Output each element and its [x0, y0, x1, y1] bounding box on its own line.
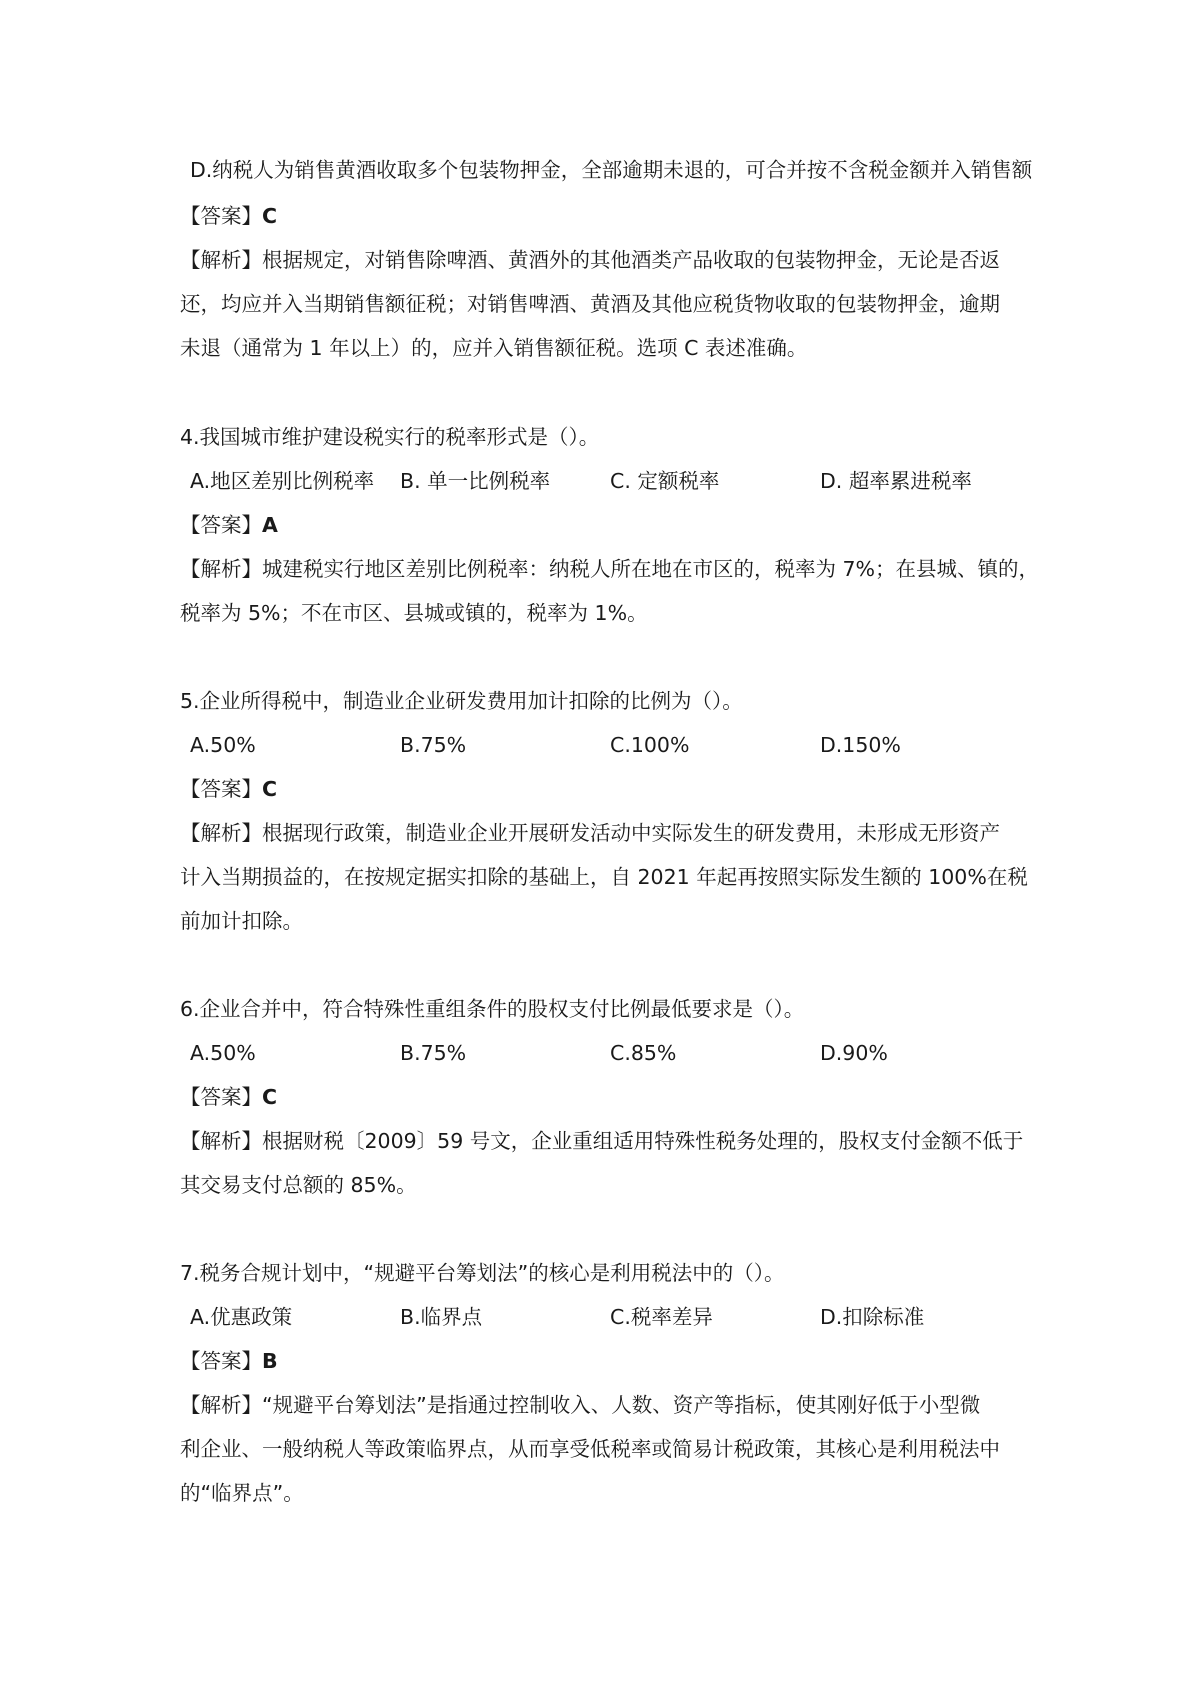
answer-value: B	[262, 1349, 278, 1373]
q4-answer	[180, 515, 278, 536]
q6-stem: 6.企业合并中，符合特殊性重组条件的股权支付比例最低要求是（）。	[180, 997, 805, 1021]
q5-analysis-line-1: 【解析】根据现行政策，制造业企业开展研发活动中实际发生的研发费用，未形成无形资产	[180, 821, 1000, 845]
q6-analysis-line-2: 其交易支付总额的 85%。	[180, 1173, 417, 1197]
q5-analysis-line-3: 前加计扣除。	[180, 909, 303, 933]
q6-option-d: D.90%	[820, 1041, 888, 1065]
answer-value: C	[262, 204, 278, 228]
q4-option-c: C. 定额税率	[610, 469, 720, 493]
q5-stem: 5.企业所得税中，制造业企业研发费用加计扣除的比例为（）。	[180, 689, 743, 713]
q7-answer	[180, 1351, 278, 1372]
q7-analysis-line-3: 的“临界点”。	[180, 1481, 304, 1505]
q4-option-b: B. 单一比例税率	[400, 469, 551, 493]
q6-option-c: C.85%	[610, 1041, 677, 1065]
q7-option-a: A.优惠政策	[190, 1305, 293, 1329]
q4-stem: 4.我国城市维护建设税实行的税率形式是（）。	[180, 425, 600, 449]
answer-label: 【答案】	[180, 1085, 262, 1109]
q7-option-c: C.税率差异	[610, 1305, 713, 1329]
q5-option-a: A.50%	[190, 733, 256, 757]
q6-analysis-line-1: 【解析】根据财税〔2009〕59 号文，企业重组适用特殊性税务处理的，股权支付金额不低于	[180, 1129, 1024, 1153]
answer-label: 【答案】	[180, 513, 262, 537]
q5-option-d: D.150%	[820, 733, 901, 757]
q3-analysis-line-1: 【解析】根据规定，对销售除啤酒、黄酒外的其他酒类产品收取的包装物押金，无论是否返	[180, 248, 1000, 272]
answer-label: 【答案】	[180, 777, 262, 801]
q5-analysis-line-2: 计入当期损益的，在按规定据实扣除的基础上，自 2021 年起再按照实际发生额的 100%在税	[180, 865, 1028, 889]
q3-answer	[180, 206, 277, 227]
answer-label: 【答案】	[180, 204, 262, 228]
answer-value: A	[262, 513, 278, 537]
answer-value: C	[262, 777, 278, 801]
q4-option-d: D. 超率累进税率	[820, 469, 972, 493]
q3-analysis-line-2: 还，均应并入当期销售额征税；对销售啤酒、黄酒及其他应税货物收取的包装物押金，逾期	[180, 292, 1000, 316]
q3-option-d: D.纳税人为销售黄酒收取多个包装物押金，全部逾期未退的，可合并按不含税金额并入销售额	[190, 158, 1033, 182]
q5-answer	[180, 779, 277, 800]
answer-value: C	[262, 1085, 278, 1109]
q7-option-b: B.临界点	[400, 1305, 483, 1329]
q4-option-a: A.地区差别比例税率	[190, 469, 375, 493]
q6-option-b: B.75%	[400, 1041, 467, 1065]
q4-analysis-line-1: 【解析】城建税实行地区差别比例税率：纳税人所在地在市区的，税率为 7%；在县城、镇的，	[180, 557, 1040, 581]
q5-option-c: C.100%	[610, 733, 690, 757]
q6-answer	[180, 1087, 277, 1108]
q3-analysis-line-3: 未退（通常为 1 年以上）的，应并入销售额征税。选项 C 表述准确。	[180, 336, 808, 360]
q7-stem: 7.税务合规计划中，“规避平台筹划法”的核心是利用税法中的（）。	[180, 1261, 785, 1285]
answer-label: 【答案】	[180, 1349, 262, 1373]
q4-analysis-line-2: 税率为 5%；不在市区、县城或镇的，税率为 1%。	[180, 601, 648, 625]
q7-analysis-line-1: 【解析】“规避平台筹划法”是指通过控制收入、人数、资产等指标，使其刚好低于小型微	[180, 1393, 981, 1417]
q6-option-a: A.50%	[190, 1041, 256, 1065]
q7-analysis-line-2: 利企业、一般纳税人等政策临界点，从而享受低税率或简易计税政策，其核心是利用税法中	[180, 1437, 1000, 1461]
q5-option-b: B.75%	[400, 733, 467, 757]
q7-option-d: D.扣除标准	[820, 1305, 925, 1329]
